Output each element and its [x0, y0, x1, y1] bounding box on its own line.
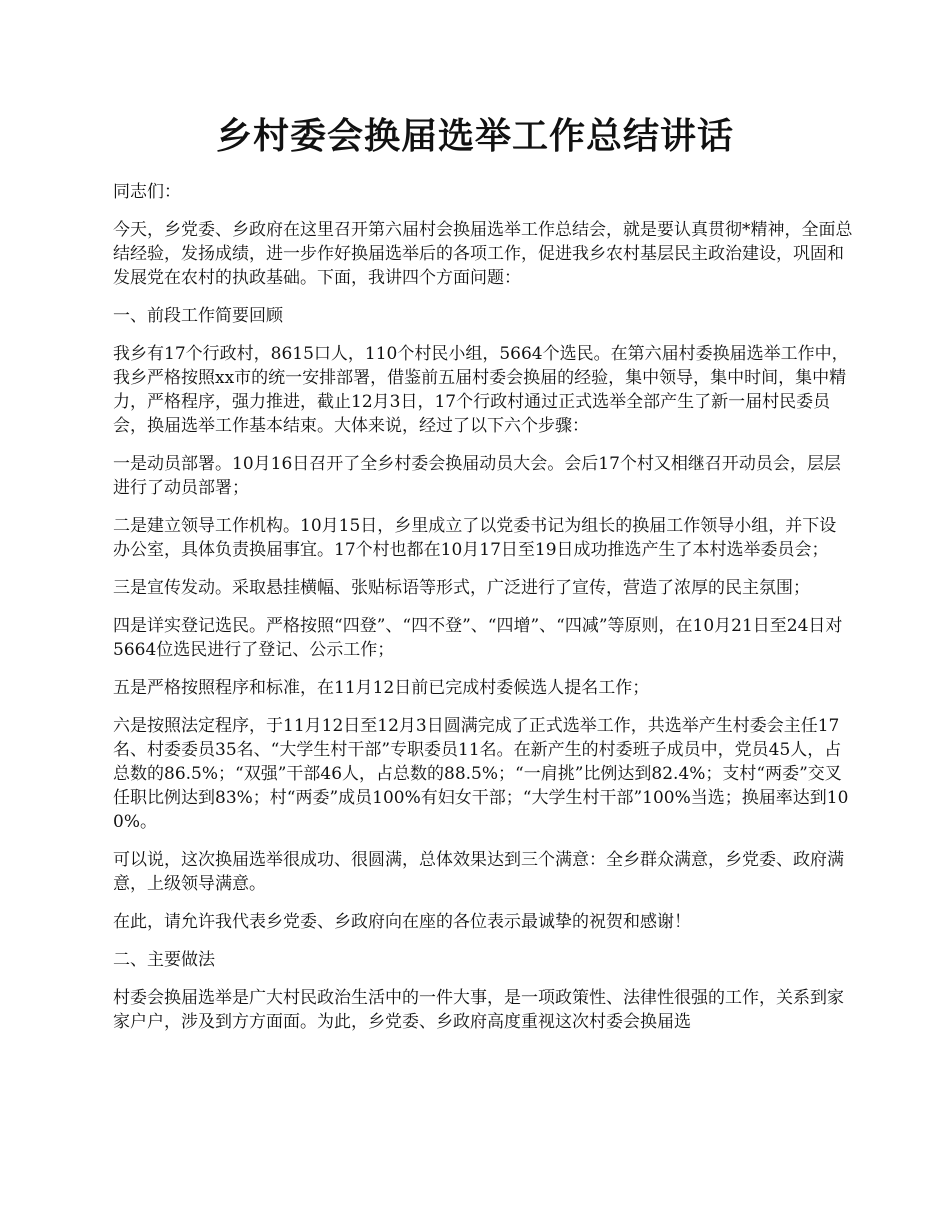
section-heading-review: 一、前段工作简要回顾	[113, 306, 283, 326]
paragraph-overview: 我乡有17个行政村，8615口人，110个村民小组，5664个选民。在第六届村委换届选举工作中，我乡严格按照xx市的统一安排部署，借鉴前五届村委会换届的经验，集中领导，集中时间，集中精力，严格程序，强力推进，截止12月3日，17个行政村通过正式选举全部产生了新一届村民委员会，换届选举工作基本结束。大体来说，经过了以下六个步骤：	[113, 344, 849, 436]
document-title: 乡村委会换届选举工作总结讲话	[215, 115, 734, 157]
paragraph-step-2: 二是建立领导工作机构。10月15日，乡里成立了以党委书记为组长的换届工作领导小组，并下设办公室，具体负责换届事宜。17个村也都在10月17日至19日成功推选产生了本村选举委员会；	[113, 516, 837, 560]
paragraph-step-6: 六是按照法定程序，于11月12日至12月3日圆满完成了正式选举工作，共选举产生村委会主任17名、村委委员35名、“大学生村干部”专职委员11名。在新产生的村委班子成员中，党员45人，占总数的86.5%；“双强”干部46人，占总数的88.5%；“一肩挑”比例达到82.4%；支村“两委”交叉任职比例达到83%；村“两委”成员100%有妇女干部；“大学生村干部”100%当选；换届率达到100%。	[113, 716, 849, 832]
section-heading-methods: 二、主要做法	[113, 950, 215, 970]
paragraph-step-1: 一是动员部署。10月16日召开了全乡村委会换届动员大会。会后17个村又相继召开动员会，层层进行了动员部署；	[113, 454, 841, 498]
salutation: 同志们：	[113, 182, 181, 202]
paragraph-thanks: 在此，请允许我代表乡党委、乡政府向在座的各位表示最诚挚的祝贺和感谢！	[113, 912, 691, 932]
paragraph-step-4: 四是详实登记选民。严格按照“四登”、“四不登”、“四增”、“四减”等原则，在10月21日至24日对5664位选民进行了登记、公示工作；	[113, 616, 843, 660]
document-body	[113, 180, 853, 1048]
paragraph-step-3: 三是宣传发动。采取悬挂横幅、张贴标语等形式，广泛进行了宣传，营造了浓厚的民主氛围；	[113, 578, 810, 598]
paragraph-summary: 可以说，这次换届选举很成功、很圆满，总体效果达到三个满意：全乡群众满意，乡党委、政府满意，上级领导满意。	[113, 850, 844, 894]
paragraph-methods: 村委会换届选举是广大村民政治生活中的一件大事，是一项政策性、法律性很强的工作，关系到家家户户，涉及到方方面面。为此，乡党委、乡政府高度重视这次村委会换届选	[113, 988, 844, 1032]
intro-paragraph: 今天，乡党委、乡政府在这里召开第六届村会换届选举工作总结会，就是要认真贯彻*精神，全面总结经验，发扬成绩，进一步作好换届选举后的各项工作，促进我乡农村基层民主政治建设，巩固和发展党在农村的执政基础。下面，我讲四个方面问题：	[113, 220, 853, 288]
paragraph-step-5: 五是严格按照程序和标准，在11月12日前已完成村委候选人提名工作；	[113, 678, 650, 698]
